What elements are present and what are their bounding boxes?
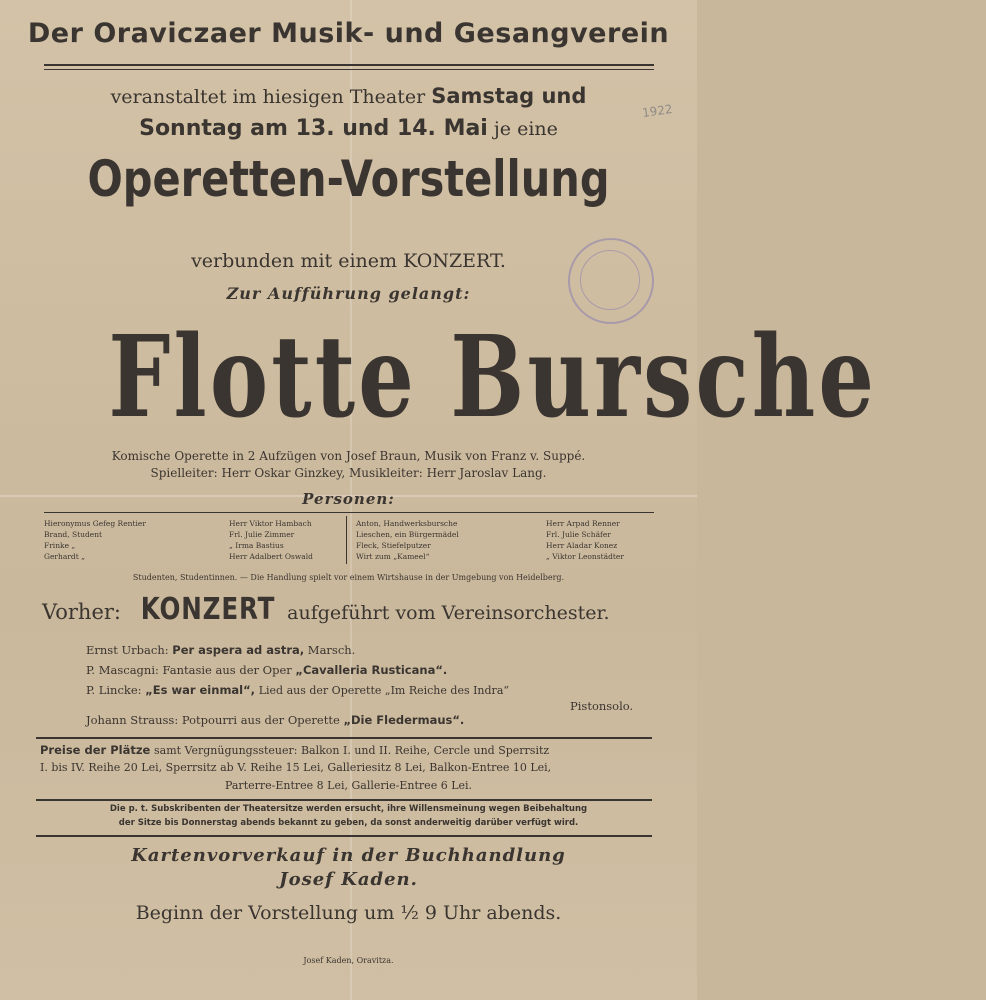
- cast-row: [44, 540, 334, 551]
- cast-row: [44, 518, 334, 529]
- notice-rule: [36, 835, 652, 837]
- cast-actor: Herr Adalbert Oswald: [229, 552, 313, 561]
- program-piece: Fantasie aus der Oper: [162, 663, 292, 677]
- subtitle-2: Spielleiter: Herr Oskar Ginzkey, Musikleiter: Herr Jaroslav Lang.: [150, 466, 547, 480]
- operetta-title-text: Flotte Bursche: [108, 312, 878, 443]
- cast-role: Gerhardt „: [44, 552, 85, 561]
- cast-divider: [346, 516, 347, 564]
- program-composer: P. Lincke:: [86, 683, 142, 697]
- program-item: [86, 643, 355, 657]
- cast-row: [356, 540, 656, 551]
- cast-role: Fleck, Stiefelputzer: [356, 541, 431, 550]
- program-piece: Per aspera ad astra,: [172, 643, 305, 657]
- program-composer: P. Mascagni:: [86, 663, 159, 677]
- cast-role: Frinke „: [44, 541, 76, 550]
- cast-actor: Herr Viktor Hambach: [229, 519, 312, 528]
- program-detail: Lied aus der Operette „Im Reiche des Indra“: [258, 684, 510, 697]
- prices-text-1: samt Vergnügungssteuer: Balkon I. und II. Reihe, Cercle und Sperrsitz: [153, 744, 550, 757]
- cast-role: Lieschen, ein Bürgermädel: [356, 530, 459, 539]
- announce-dates: Sonntag am 13. und 14. Mai: [139, 116, 488, 141]
- announce-text-1: veranstaltet im hiesigen Theater: [110, 86, 426, 108]
- start-time: Beginn der Vorstellung um ½ 9 Uhr abends.: [135, 902, 562, 924]
- performed-line: Zur Aufführung gelangt:: [226, 284, 471, 303]
- announce-line-2: [0, 116, 697, 141]
- cast-rule-top: [44, 512, 654, 513]
- notice-line-2: der Sitze bis Donnerstag abends bekannt zu geben, da sonst anderweitig darüber verfügt wird.: [118, 818, 579, 828]
- printer-imprint: Josef Kaden, Oravitza.: [303, 956, 394, 965]
- concert-line: verbunden mit einem KONZERT.: [191, 250, 506, 272]
- presale-line-2: Josef Kaden.: [279, 869, 418, 890]
- cast-row: [44, 551, 334, 562]
- concert-prefix: Vorher:: [42, 600, 121, 624]
- concert-heading: [42, 592, 610, 627]
- notice-line-1: Die p. t. Subskribenten der Theatersitze werden ersucht, ihre Willensmeinung wegen Beibehaltung: [109, 804, 588, 814]
- program-detail: „Cavalleria Rusticana“.: [295, 663, 448, 677]
- cast-role: Wirt zum „Kameel“: [356, 552, 430, 561]
- cast-row: [356, 529, 656, 540]
- concert-word: KONZERT: [140, 592, 276, 627]
- program-detail: Marsch.: [307, 643, 356, 657]
- subtitle-1: Komische Operette in 2 Aufzügen von Josef Braun, Musik von Franz v. Suppé.: [111, 449, 586, 463]
- pencil-annotation: 1922: [641, 101, 674, 121]
- program-item: [86, 683, 509, 697]
- event-type-text: Operetten-Vorstellung: [87, 150, 610, 208]
- cast-heading: Personen:: [302, 490, 395, 508]
- announce-days: Samstag und: [431, 84, 587, 108]
- society-name: Der Oraviczaer Musik- und Gesangverein: [27, 18, 670, 49]
- prices-label: Preise der Plätze: [40, 743, 151, 757]
- header-rule: [44, 64, 654, 66]
- concert-suffix: aufgeführt vom Vereinsorchester.: [287, 602, 610, 624]
- program-piston: Pistonsolo.: [570, 699, 634, 713]
- operetta-title: [0, 312, 878, 443]
- cast-actor: „ Irma Bastius: [229, 541, 284, 550]
- prices-line-3: Parterre-Entree 8 Lei, Gallerie-Entree 6 Lei.: [224, 779, 473, 792]
- cast-actor: Herr Aladar Konez: [546, 541, 618, 550]
- cast-role: Brand, Student: [44, 530, 103, 539]
- header-rule-thin: [44, 69, 654, 70]
- cast-left-column: [44, 518, 334, 562]
- announce-line-1: [0, 84, 697, 108]
- cast-actor: Frl. Julie Zimmer: [229, 530, 295, 539]
- program-item: [86, 713, 464, 727]
- cast-role: Anton, Handwerksbursche: [356, 519, 458, 528]
- program-composer: Ernst Urbach:: [86, 643, 169, 657]
- prices-rule-top: [36, 737, 652, 739]
- cast-right-column: [356, 518, 656, 562]
- prices-rule-bottom: [36, 799, 652, 801]
- announce-text-2: je eine: [493, 118, 558, 140]
- presale-line-1: Kartenvorverkauf in der Buchhandlung: [131, 845, 566, 866]
- event-type: [0, 150, 697, 208]
- cast-role: Hieronymus Gefeg Rentier: [44, 519, 146, 528]
- cast-row: [44, 529, 334, 540]
- prices-line-2: I. bis IV. Reihe 20 Lei, Sperrsitz ab V. Reihe 15 Lei, Galleriesitz 8 Lei, Balkon-Entree 10 Lei,: [40, 761, 552, 774]
- cast-row: [356, 551, 656, 562]
- prices-line-1: [40, 743, 549, 757]
- cast-actor: Herr Arpad Renner: [546, 519, 620, 528]
- program-piece: Potpourri aus der Operette: [181, 713, 340, 727]
- program-composer: Johann Strauss:: [86, 713, 179, 727]
- cast-actor: „ Viktor Leonstädter: [546, 552, 624, 561]
- cast-note: Studenten, Studentinnen. — Die Handlung spielt vor einem Wirtshause in der Umgebung von Heidelberg.: [132, 573, 565, 582]
- program-piece: „Es war einmal“,: [145, 683, 256, 697]
- cast-actor: Frl. Julie Schäfer: [546, 530, 611, 539]
- program-detail: „Die Fledermaus“.: [343, 713, 465, 727]
- program-item: [86, 663, 447, 677]
- cast-row: [356, 518, 656, 529]
